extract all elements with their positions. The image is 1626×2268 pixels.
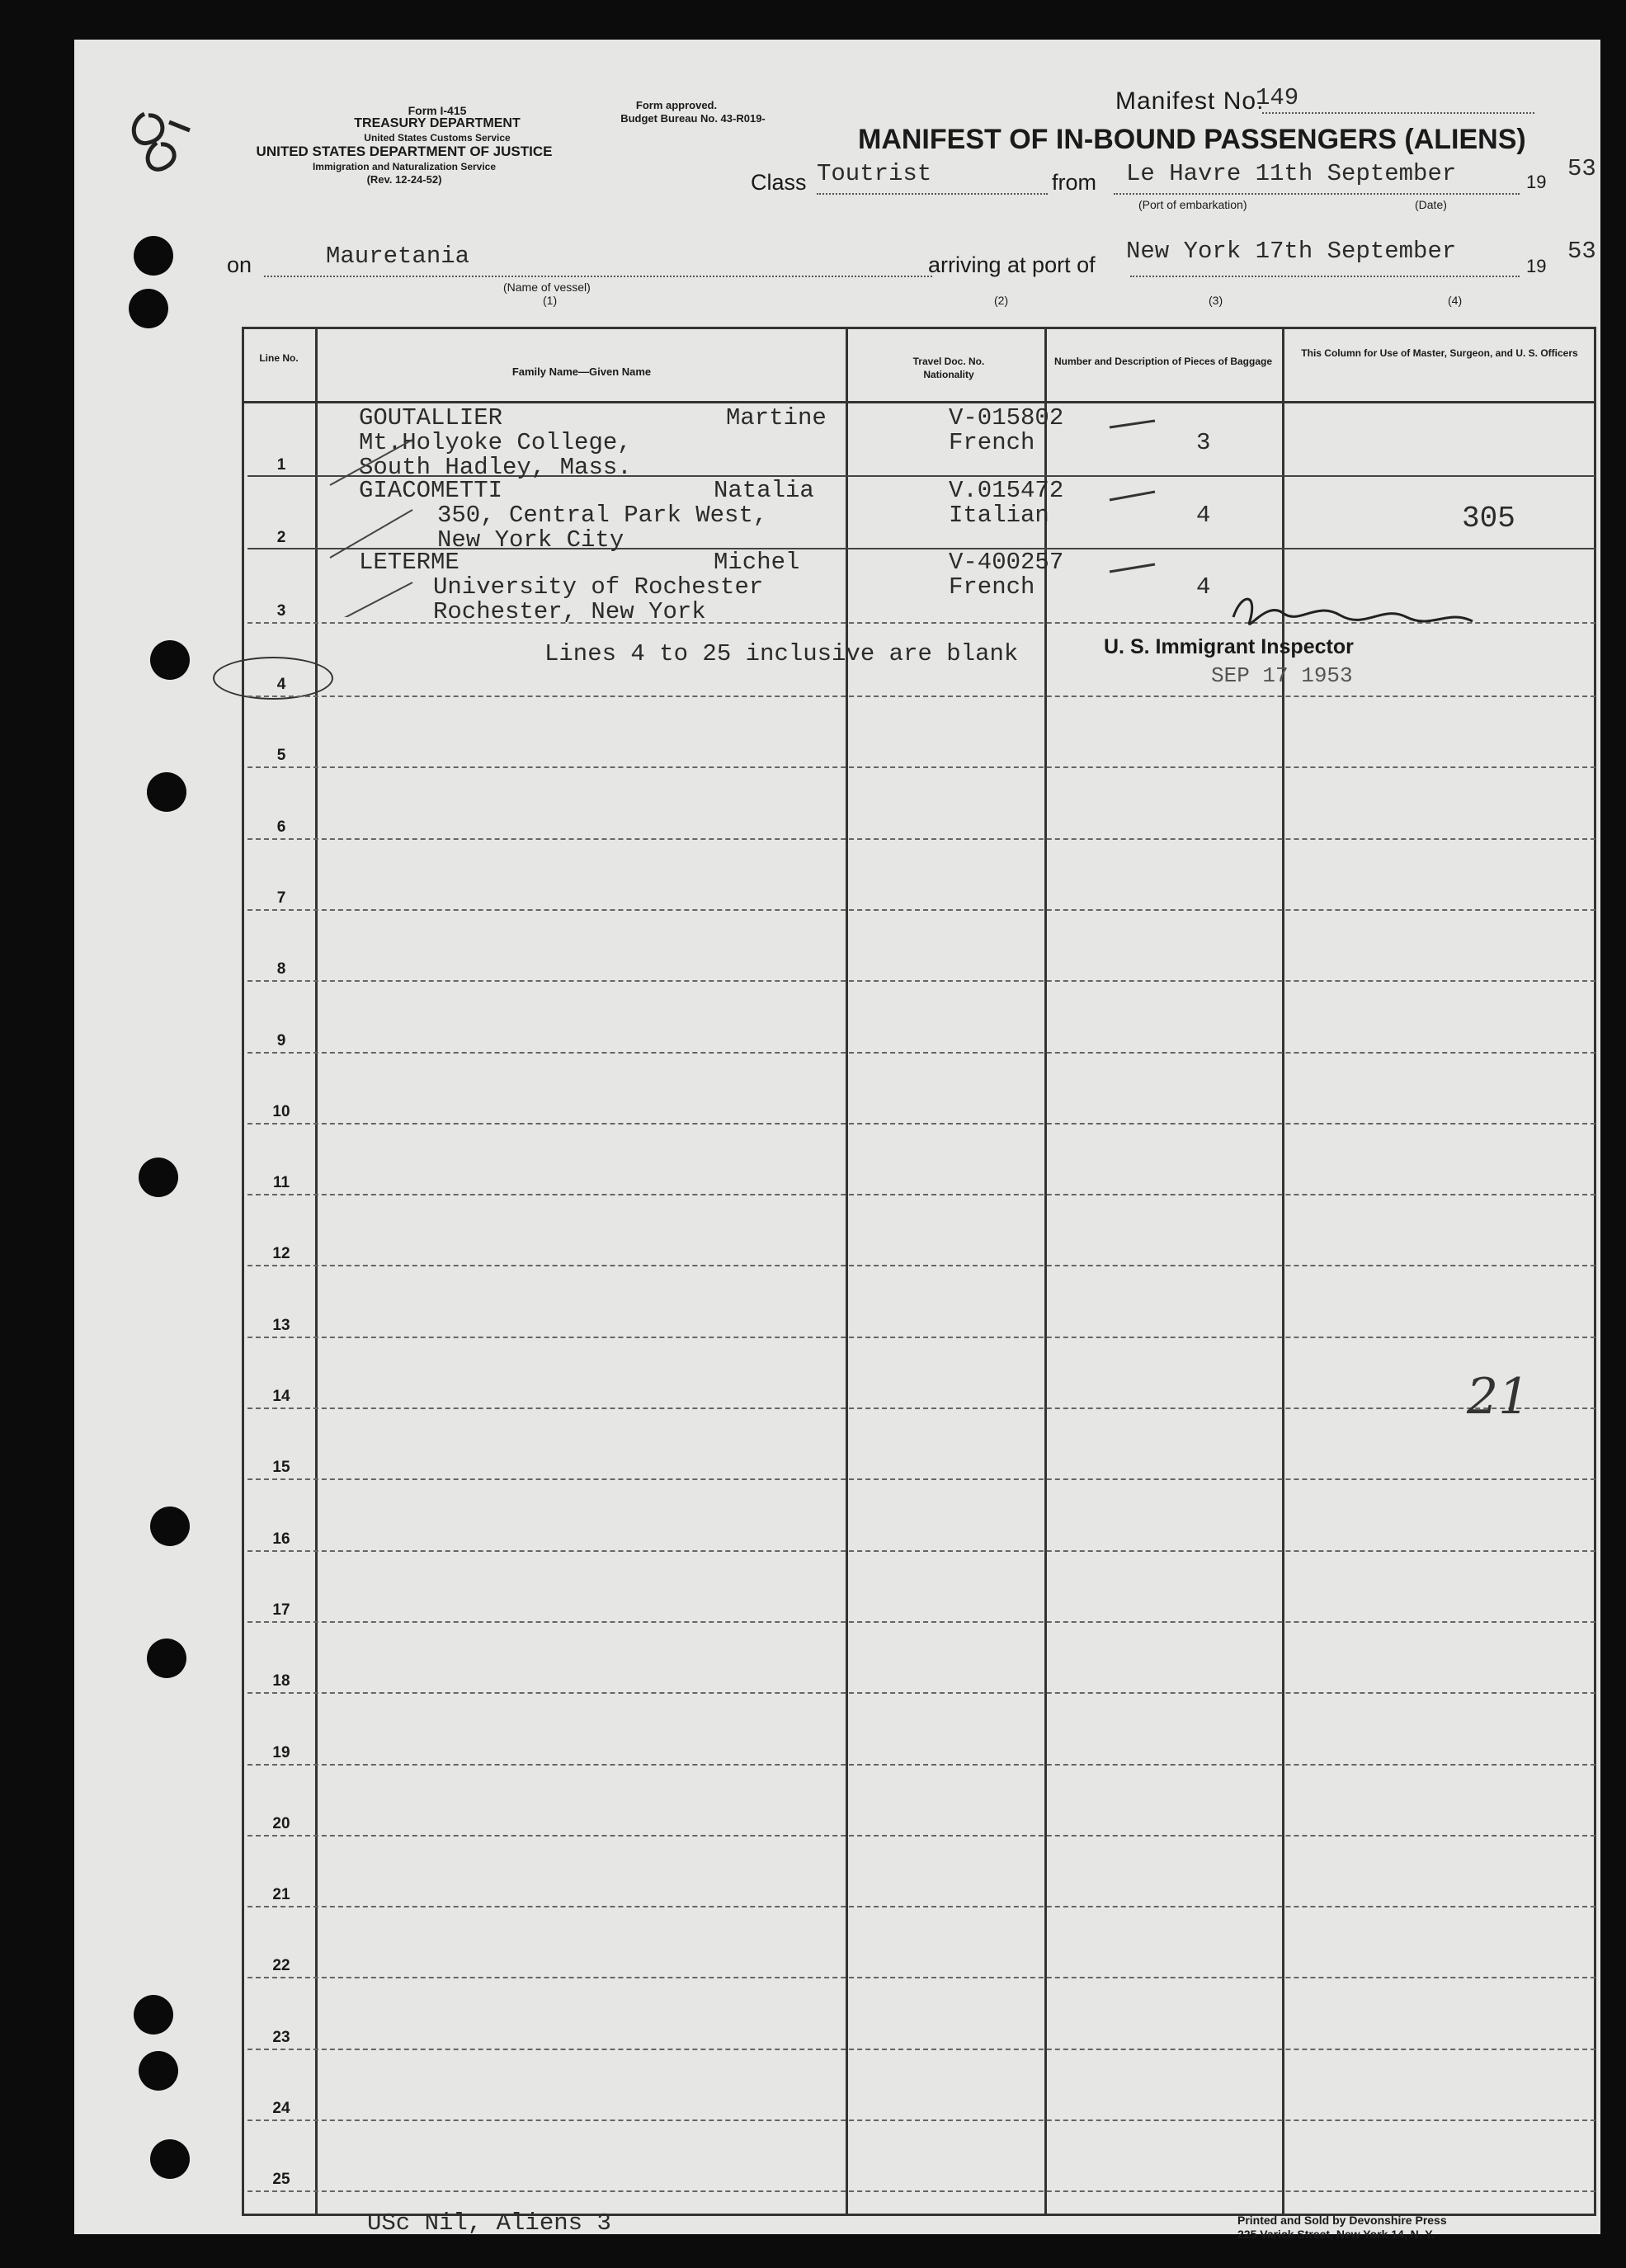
line-number: 12 xyxy=(272,1245,290,1263)
header-line-no: Line No. xyxy=(259,352,299,364)
punch-hole xyxy=(134,1995,173,2035)
line-number: 23 xyxy=(272,2028,290,2046)
arrival-year: 53 xyxy=(1567,238,1596,265)
passenger-address-1: 350, Central Park West, xyxy=(437,502,768,529)
arriving-label: arriving at port of xyxy=(928,252,1096,277)
column-number-3: (3) xyxy=(1209,294,1223,307)
header-officers: This Column for Use of Master, Surgeon, and U. S. Officers xyxy=(1301,347,1578,359)
line-number: 11 xyxy=(272,1174,290,1192)
passenger-address-2: New York City xyxy=(437,526,624,554)
line-number: 18 xyxy=(272,1672,290,1690)
from-label: from xyxy=(1052,170,1096,195)
customs-service: United States Customs Service xyxy=(364,132,511,144)
passenger-nationality: French xyxy=(949,429,1035,456)
line-number: 21 xyxy=(272,1886,290,1904)
line-number: 17 xyxy=(272,1601,290,1619)
row-line xyxy=(247,1052,1595,1054)
row-line xyxy=(247,2119,1595,2121)
budget-bureau: Budget Bureau No. 43-R019- xyxy=(620,112,766,125)
passenger-family-name: LETERME xyxy=(359,549,460,576)
from-value: Le Havre 11th September xyxy=(1126,160,1457,187)
passenger-nationality: Italian xyxy=(949,502,1049,529)
punch-hole xyxy=(139,1158,178,1197)
date-caption: (Date) xyxy=(1415,198,1447,211)
year-value: 53 xyxy=(1567,155,1596,182)
manifest-no-label: Manifest No. xyxy=(1115,87,1265,115)
passenger-address-1: University of Rochester xyxy=(433,573,764,601)
passenger-given-name: Michel xyxy=(714,549,800,576)
row-line xyxy=(247,1692,1595,1694)
column-number-4: (4) xyxy=(1448,294,1463,307)
passenger-baggage: 4 xyxy=(1196,502,1211,529)
line-number: 25 xyxy=(272,2171,290,2189)
page-title: MANIFEST OF IN-BOUND PASSENGERS (ALIENS) xyxy=(858,124,1526,155)
passenger-baggage: 3 xyxy=(1196,429,1211,456)
row-line xyxy=(247,695,1595,697)
line-number: 13 xyxy=(272,1316,290,1334)
form-approved: Form approved. xyxy=(635,99,718,111)
row-line xyxy=(247,766,1595,768)
row-line xyxy=(247,1123,1595,1125)
row-line xyxy=(247,1407,1595,1409)
line-number: 20 xyxy=(272,1814,290,1832)
footer-summary: USc Nil, Aliens 3 xyxy=(367,2209,611,2237)
line-number: 8 xyxy=(276,960,286,978)
line-number: 4 xyxy=(276,676,286,693)
row-line xyxy=(247,1977,1595,1978)
vessel-name: Mauretania xyxy=(326,243,470,270)
row-line xyxy=(247,1906,1595,1907)
column-number-1: (1) xyxy=(543,294,558,307)
passenger-given-name: Natalia xyxy=(714,477,814,504)
passenger-baggage: 4 xyxy=(1196,573,1211,601)
row-line xyxy=(247,1764,1595,1766)
treasury-department: TREASURY DEPARTMENT xyxy=(354,116,521,130)
passenger-address-1: Mt.Holyoke College, xyxy=(359,429,632,456)
punch-hole xyxy=(150,1506,190,1546)
manifest-no-value: 149 xyxy=(1256,84,1299,111)
passenger-family-name: GOUTALLIER xyxy=(359,404,503,431)
year-prefix: 19 xyxy=(1526,172,1547,192)
line-number: 19 xyxy=(272,1743,290,1761)
row-line xyxy=(247,1621,1595,1623)
ins-service: Immigration and Naturalization Service xyxy=(312,161,497,172)
row-line xyxy=(247,2190,1595,2192)
header-baggage: Number and Description of Pieces of Baggage xyxy=(1053,356,1273,367)
form-number: Form I-415 xyxy=(408,104,467,117)
port-caption: (Port of embarkation) xyxy=(1138,198,1247,211)
blank-lines-note: Lines 4 to 25 inclusive are blank xyxy=(544,640,1019,667)
passenger-travel-doc: V.015472 xyxy=(949,477,1064,504)
printer-line-2: 225 Varick Street, New York 14, N. Y. xyxy=(1237,2228,1435,2241)
on-label: on xyxy=(227,252,252,277)
line-number: 15 xyxy=(272,1459,290,1477)
vessel-caption: (Name of vessel) xyxy=(503,281,591,294)
inspector-title: U. S. Immigrant Inspector xyxy=(1104,635,1354,658)
row-line xyxy=(247,1337,1595,1338)
line-number: 6 xyxy=(276,818,286,836)
check-marks xyxy=(1105,403,1171,592)
line-number: 16 xyxy=(272,1530,290,1548)
punch-hole xyxy=(147,1639,186,1678)
column-number-2: (2) xyxy=(994,294,1009,307)
date-stamp: SEP 17 1953 xyxy=(1211,663,1353,688)
revision-date: (Rev. 12-24-52) xyxy=(366,173,442,186)
passenger-family-name: GIACOMETTI xyxy=(359,477,503,504)
row-line xyxy=(247,1835,1595,1837)
passenger-nationality: French xyxy=(949,573,1035,601)
line-number: 24 xyxy=(272,2100,290,2117)
passenger-given-name: Martine xyxy=(726,404,827,431)
punch-hole xyxy=(147,772,186,812)
passenger-travel-doc: V-015802 xyxy=(949,404,1064,431)
line-number: 1 xyxy=(276,456,286,474)
arrival-year-prefix: 19 xyxy=(1526,256,1547,276)
line-number: 7 xyxy=(276,889,286,907)
row-line xyxy=(247,1550,1595,1552)
printer-line-1: Printed and Sold by Devonshire Press xyxy=(1237,2214,1447,2227)
row-line xyxy=(247,1265,1595,1266)
class-value: Toutrist xyxy=(817,160,932,187)
passenger-address-2: South Hadley, Mass. xyxy=(359,454,632,481)
header-family-name: Family Name—Given Name xyxy=(511,365,652,378)
header-travel-doc: Travel Doc. No. Nationality xyxy=(912,356,985,380)
line-number: 2 xyxy=(276,529,286,546)
passenger-travel-doc: V-400257 xyxy=(949,549,1064,576)
passenger-address-2: Rochester, New York xyxy=(433,598,706,625)
handwritten-mark xyxy=(124,97,198,180)
punch-hole xyxy=(150,640,190,680)
line-number: 5 xyxy=(276,747,286,765)
line-number: 22 xyxy=(272,1957,290,1975)
manifest-sheet xyxy=(74,40,1600,2241)
arrival-value: New York 17th September xyxy=(1126,238,1457,265)
row-line xyxy=(247,2049,1595,2050)
row-line xyxy=(247,1478,1595,1480)
row-line xyxy=(247,980,1595,982)
class-label: Class xyxy=(751,170,807,195)
line-number: 9 xyxy=(276,1031,286,1049)
punch-hole xyxy=(134,236,173,276)
inspector-signature xyxy=(1217,584,1481,650)
pencil-marks xyxy=(322,427,429,617)
punch-hole xyxy=(129,289,168,328)
row-line xyxy=(247,838,1595,840)
row-line xyxy=(247,1194,1595,1195)
punch-hole xyxy=(150,2139,190,2179)
line-number: 14 xyxy=(272,1388,290,1405)
line-number: 3 xyxy=(276,602,286,620)
row-line xyxy=(247,909,1595,911)
line-number: 10 xyxy=(272,1102,290,1120)
officer-note: 305 xyxy=(1462,502,1515,535)
margin-count: 21 xyxy=(1467,1368,1530,1426)
punch-hole xyxy=(139,2051,178,2091)
justice-department: UNITED STATES DEPARTMENT OF JUSTICE xyxy=(256,144,553,159)
